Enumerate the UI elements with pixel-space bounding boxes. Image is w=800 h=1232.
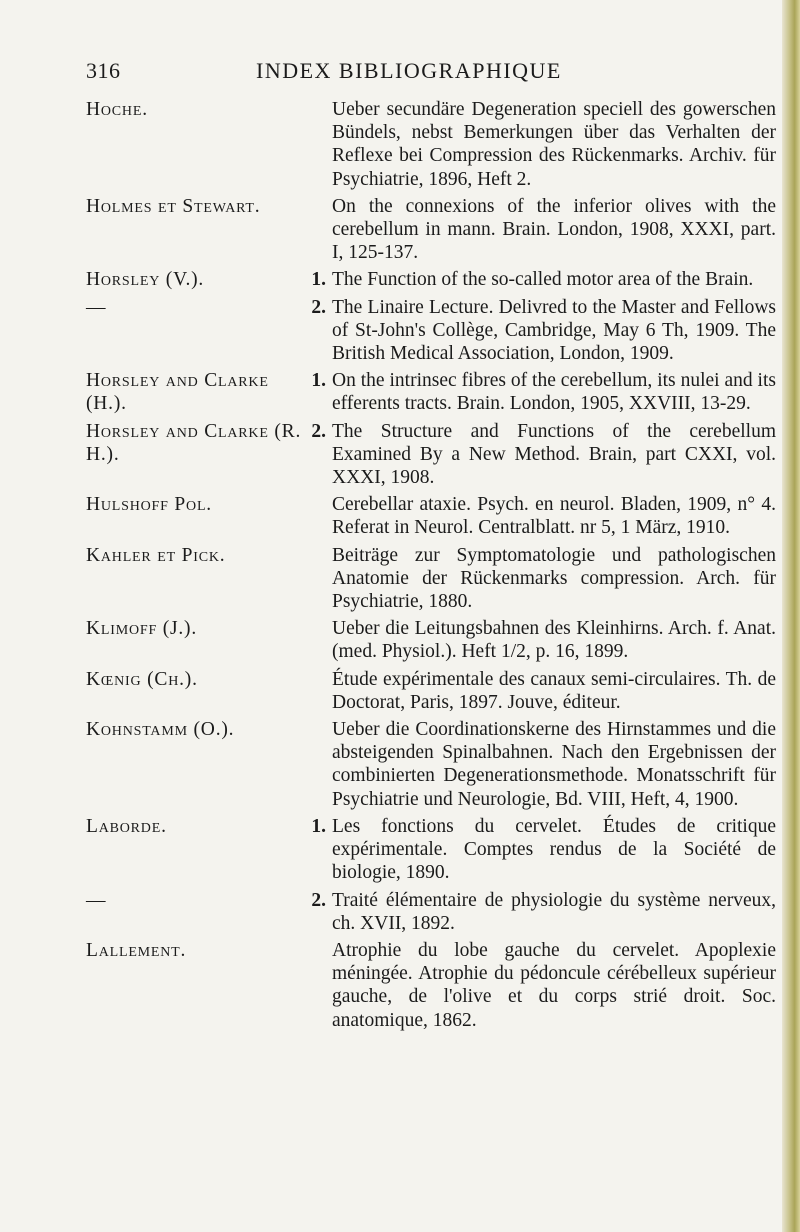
entry-number — [304, 195, 332, 265]
entry-reference: Atrophie du lobe gauche du cervelet. Apoplexie méningée. Atrophie du pédoncule cérébelleux supérieur gauche, de l'olive et du corps strié droit. Soc. anatomique, 1862. — [332, 939, 776, 1031]
entry-author: — — [86, 889, 107, 911]
entry-author: Kohnstamm (O.). — [86, 719, 235, 741]
entry-reference: Étude expérimentale des canaux semi-circulaires. Th. de Doctorat, Paris, 1897. Jouve, éditeur. — [332, 668, 776, 713]
bibliography-entry — [86, 369, 776, 415]
bibliography-entry — [86, 493, 776, 539]
page-header — [86, 58, 726, 88]
entry-author: Horsley and Clarke (R. H.). — [86, 420, 302, 465]
entry-reference: On the intrinsec fibres of the cerebellum, its nulei and its efferents tracts. Brain. London, 1905, XXVIII, 13-29. — [332, 370, 776, 415]
entry-number — [304, 98, 332, 191]
entry-author: Lallement. — [86, 939, 187, 961]
bibliography-entry — [86, 718, 776, 811]
page-edge-binding — [782, 0, 800, 1232]
entry-number — [304, 617, 332, 663]
bibliography-entry — [86, 296, 776, 366]
entry-reference: The Linaire Lecture. Delivred to the Master and Fellows of St-John's Collège, Cambridge, May 6 Th, 1909. The British Medical Association, London, 1909. — [332, 296, 776, 365]
entry-author: Hoche. — [86, 99, 148, 120]
page-number: 316 — [86, 58, 121, 83]
entry-number: 2. — [311, 420, 326, 442]
entry-number — [304, 939, 332, 1032]
bibliography-entry — [86, 617, 776, 663]
entry-author: Klimoff (J.). — [86, 618, 198, 640]
entry-number — [304, 668, 332, 714]
bibliography-entry — [86, 889, 776, 935]
entry-reference: On the connexions of the inferior olives with the cerebellum in mann. Brain. London, 1908, XXXI, part. I, 125-137. — [332, 195, 776, 264]
entry-number: 1. — [311, 815, 326, 837]
entry-author: Kœnig (Ch.). — [86, 668, 198, 690]
entry-number: 1. — [311, 370, 326, 392]
entry-reference: Cerebellar ataxie. Psych. en neurol. Bladen, 1909, n° 4. Referat in Neurol. Centralblatt. nr 5, 1 März, 1910. — [332, 494, 776, 539]
entry-author: Laborde. — [86, 815, 167, 837]
entry-author: Holmes et Stewart. — [86, 195, 261, 217]
entry-reference: Ueber secundäre Degeneration speciell des gowerschen Bündels, nebst Bemerkungen über das Verhalten der Reflexe bei Compression des Rückenmarks. Archiv. für Psychiatrie, 1896, Heft 2. — [332, 99, 776, 190]
bibliography-entry — [86, 668, 776, 714]
bibliography-entry — [86, 544, 776, 614]
entry-author: Hulshoff Pol. — [86, 494, 212, 516]
entry-reference: The Function of the so-called motor area of the Brain. — [332, 269, 754, 291]
bibliography-entry — [86, 98, 776, 191]
running-title: INDEX BIBLIOGRAPHIQUE — [256, 58, 562, 83]
bibliography-entry — [86, 939, 776, 1032]
bibliography-entry — [86, 815, 776, 885]
bibliography-list — [86, 98, 776, 1036]
entry-number — [304, 493, 332, 539]
entry-author: — — [86, 296, 107, 318]
entry-number: 2. — [311, 296, 326, 318]
entry-reference: Beiträge zur Symptomatologie und pathologischen Anatomie der Rückenmarks compression. Arch. für Psychiatrie, 1880. — [332, 544, 776, 613]
bibliography-entry — [86, 268, 776, 291]
entry-reference: Les fonctions du cervelet. Études de critique expérimentale. Comptes rendus de la Société de biologie, 1890. — [332, 815, 776, 884]
entry-reference: The Structure and Functions of the cerebellum Examined By a New Method. Brain, part CXXI, vol. XXXI, 1908. — [332, 420, 776, 489]
entry-number: 2. — [311, 889, 326, 911]
bibliography-entry — [86, 195, 776, 265]
entry-reference: Ueber die Coordinationskerne des Hirnstammes und die absteigenden Spinalbahnen. Nach den Ergebnissen der combinierten Degenerationsmethode. Monatsschrift für Psychiatrie und Neurologie, Bd. VIII, Heft, 4, 1900. — [332, 719, 776, 810]
entry-reference: Ueber die Leitungsbahnen des Kleinhirns. Arch. f. Anat. (med. Physiol.). Heft 1/2, p. 16, 1899. — [332, 618, 776, 663]
entry-number — [304, 718, 332, 811]
entry-author: Kahler et Pick. — [86, 544, 226, 566]
entry-author: Horsley and Clarke (H.). — [86, 370, 269, 415]
entry-number: 1. — [311, 269, 326, 291]
entry-number — [304, 544, 332, 614]
entry-author: Horsley (V.). — [86, 269, 205, 291]
bibliography-entry — [86, 420, 776, 490]
entry-reference: Traité élémentaire de physiologie du système nerveux, ch. XVII, 1892. — [332, 889, 776, 934]
